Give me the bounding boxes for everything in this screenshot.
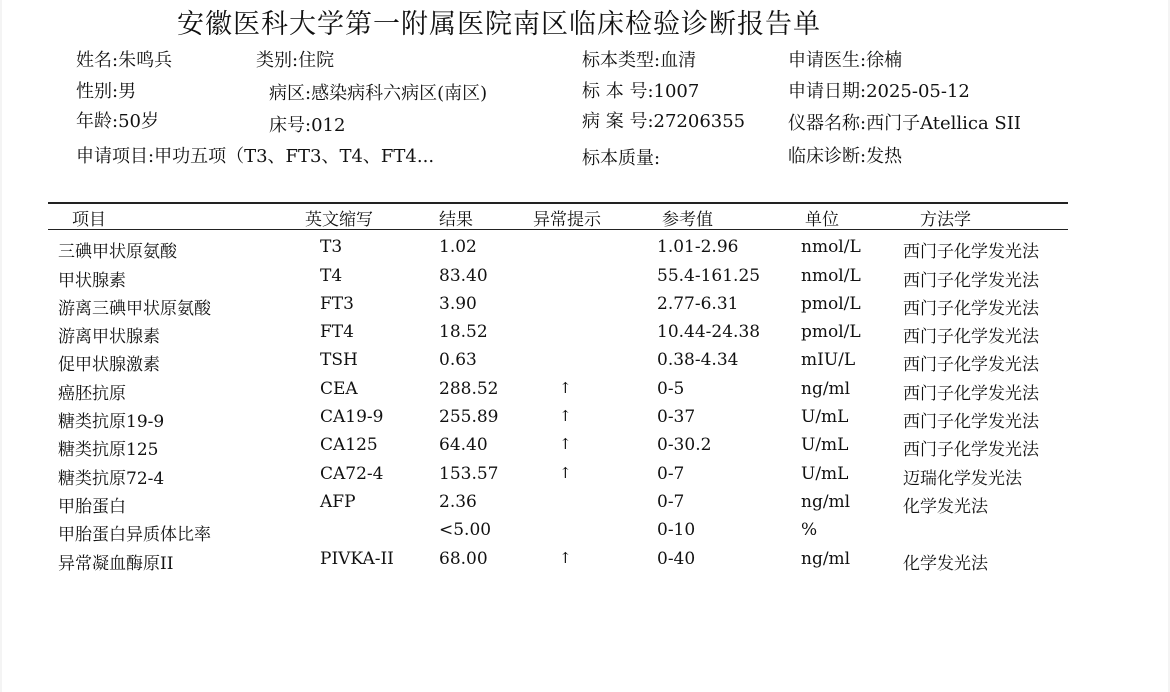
cell-flag: ↑ [559,407,572,425]
cell-flag: ↑ [559,549,572,567]
cell-method: 迈瑞化学发光法 [903,469,1022,489]
cell-unit: nmol/L [801,266,861,286]
cell-unit: pmol/L [801,322,861,342]
table-row [2,237,1168,265]
sample-number: 标 本 号:1007 [582,81,700,102]
cell-item: 甲状腺素 [58,271,126,291]
sample-quality: 标本质量: [582,148,661,169]
table-row [2,322,1168,350]
cell-item: 癌胚抗原 [58,384,126,404]
cell-flag: ↑ [559,379,572,397]
request-date: 申请日期:2025-05-12 [788,81,970,102]
cell-reference: 0-7 [657,492,685,512]
cell-abbr: CEA [320,379,358,399]
table-row [2,379,1168,407]
cell-flag: ↑ [559,464,572,482]
cell-reference: 10.44-24.38 [657,322,761,342]
cell-method: 西门子化学发光法 [903,299,1039,319]
header-method: 方法学 [920,210,971,230]
header-item: 项目 [72,210,106,230]
cell-result: <5.00 [439,520,492,540]
cell-item: 异常凝血酶原II [58,554,174,574]
header-reference: 参考值 [662,210,713,230]
cell-method: 化学发光法 [903,554,988,574]
cell-item: 游离三碘甲状原氨酸 [58,299,211,319]
report-title: 安徽医科大学第一附属医院南区临床检验诊断报告单 [177,9,821,40]
cell-result: 153.57 [439,464,499,484]
case-number: 病 案 号:27206355 [582,111,746,132]
cell-method: 西门子化学发光法 [903,271,1039,291]
lab-report-page [2,0,1168,692]
cell-unit: U/mL [801,435,849,455]
table-top-rule [48,202,1068,204]
table-row [2,492,1168,520]
cell-abbr: CA19-9 [320,407,384,427]
cell-reference: 2.77-6.31 [657,294,739,314]
sample-type: 标本类型:血清 [582,50,697,71]
cell-unit: U/mL [801,407,849,427]
cell-item: 三碘甲状原氨酸 [58,242,177,262]
patient-ward: 病区:感染病科六病区(南区) [269,83,488,104]
patient-name: 姓名:朱鸣兵 [76,50,173,71]
header-abbr: 英文缩写 [305,210,373,230]
cell-result: 1.02 [439,237,477,257]
cell-result: 3.90 [439,294,477,314]
clinical-diagnosis: 临床诊断:发热 [788,146,903,167]
cell-reference: 1.01-2.96 [657,237,739,257]
request-items: 申请项目:甲功五项（T3、FT3、T4、FT4... [76,146,435,167]
cell-reference: 0-10 [657,520,696,540]
cell-item: 糖类抗原72-4 [58,469,165,489]
cell-unit: % [801,520,818,540]
cell-abbr: AFP [320,492,356,512]
cell-abbr: CA72-4 [320,464,384,484]
cell-method: 西门子化学发光法 [903,384,1039,404]
cell-item: 甲胎蛋白 [58,497,126,517]
table-row [2,549,1168,577]
cell-unit: mIU/L [801,350,856,370]
cell-unit: nmol/L [801,237,861,257]
cell-method: 西门子化学发光法 [903,412,1039,432]
cell-abbr: PIVKA-II [320,549,394,569]
cell-unit: ng/ml [801,549,851,569]
header-result: 结果 [439,210,473,230]
cell-result: 68.00 [439,549,488,569]
cell-reference: 0-7 [657,464,685,484]
requesting-doctor: 申请医生:徐楠 [788,50,903,71]
cell-reference: 0-37 [657,407,696,427]
cell-method: 西门子化学发光法 [903,355,1039,375]
cell-method: 西门子化学发光法 [903,327,1039,347]
cell-unit: pmol/L [801,294,861,314]
cell-item: 糖类抗原125 [58,440,159,460]
cell-abbr: FT3 [320,294,354,314]
cell-abbr: FT4 [320,322,354,342]
cell-reference: 55.4-161.25 [657,266,761,286]
cell-result: 64.40 [439,435,488,455]
table-row [2,266,1168,294]
cell-item: 促甲状腺激素 [58,355,160,375]
header-flag: 异常提示 [533,210,601,230]
cell-reference: 0-5 [657,379,685,399]
header-unit: 单位 [805,210,839,230]
cell-result: 255.89 [439,407,499,427]
cell-result: 83.40 [439,266,488,286]
cell-method: 西门子化学发光法 [903,440,1039,460]
patient-age: 年龄:50岁 [76,111,159,132]
cell-reference: 0.38-4.34 [657,350,739,370]
cell-item: 糖类抗原19-9 [58,412,165,432]
cell-reference: 0-30.2 [657,435,712,455]
cell-unit: ng/ml [801,492,851,512]
cell-reference: 0-40 [657,549,696,569]
instrument-name: 仪器名称:西门子Atellica SII [788,113,1021,134]
cell-result: 288.52 [439,379,499,399]
cell-item: 游离甲状腺素 [58,327,160,347]
patient-bed: 床号:012 [269,115,346,136]
patient-sex: 性别:男 [76,81,137,102]
patient-category: 类别:住院 [256,50,335,71]
cell-method: 化学发光法 [903,497,988,517]
table-row [2,464,1168,492]
cell-flag: ↑ [559,435,572,453]
cell-result: 2.36 [439,492,477,512]
cell-abbr: T4 [320,266,343,286]
cell-abbr: CA125 [320,435,378,455]
table-row [2,294,1168,322]
cell-method: 西门子化学发光法 [903,242,1039,262]
table-row [2,407,1168,435]
table-row [2,435,1168,463]
table-row [2,520,1168,548]
cell-item: 甲胎蛋白异质体比率 [58,525,211,545]
cell-abbr: TSH [320,350,358,370]
cell-unit: ng/ml [801,379,851,399]
cell-result: 18.52 [439,322,488,342]
table-row [2,350,1168,378]
cell-unit: U/mL [801,464,849,484]
cell-result: 0.63 [439,350,477,370]
cell-abbr: T3 [320,237,343,257]
